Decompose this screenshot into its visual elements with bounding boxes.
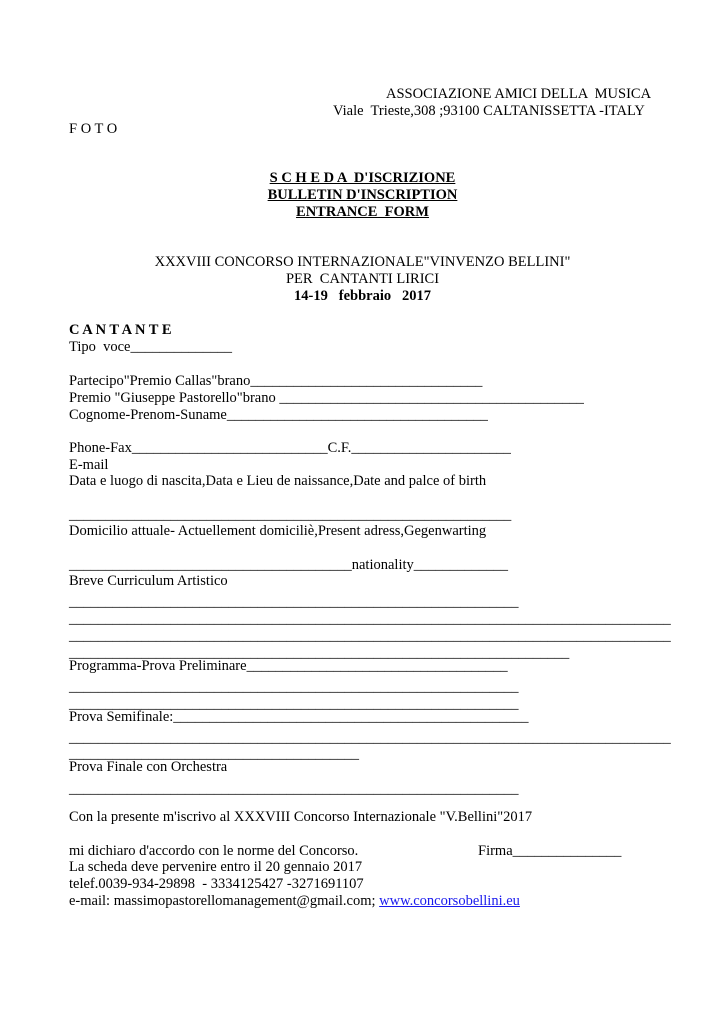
field-semifinale[interactable]: Prova Semifinale:_________________________________________________: [69, 709, 529, 725]
section-cantante: C A N T A N T E: [69, 322, 172, 338]
field-email-label: E-mail: [69, 457, 109, 473]
curriculum-line[interactable]: _____________________________________________________________________: [69, 645, 570, 661]
norme-text: mi dichiaro d'accordo con le norme del Concorso.: [69, 843, 359, 859]
preliminare-line[interactable]: ______________________________________________________________: [69, 679, 519, 695]
website-link[interactable]: www.concorsobellini.eu: [379, 893, 520, 909]
curriculum-line[interactable]: ___________________________________________________________________________________: [69, 628, 671, 644]
semifinale-line[interactable]: ________________________________________: [69, 746, 359, 762]
field-tipo-voce[interactable]: Tipo voce______________: [69, 339, 232, 355]
field-preliminare[interactable]: Programma-Prova Preliminare____________________________________: [69, 658, 508, 674]
contest-name: XXXVIII CONCORSO INTERNAZIONALE"VINVENZO BELLINI": [154, 254, 571, 270]
field-birth-line[interactable]: _____________________________________________________________: [69, 507, 512, 523]
form-title-en: ENTRANCE FORM: [296, 204, 429, 220]
field-premio-pastorello[interactable]: Premio "Giuseppe Pastorello"brano __________________________________________: [69, 390, 584, 406]
curriculum-line[interactable]: ___________________________________________________________________________________: [69, 611, 671, 627]
phone-numbers: telef.0039-934-29898 - 3334125427 -3271691107: [69, 876, 364, 892]
contact-email: [69, 893, 520, 910]
semifinale-line[interactable]: ___________________________________________________________________________________: [69, 730, 671, 746]
curriculum-line[interactable]: ______________________________________________________________: [69, 594, 519, 610]
field-cognome[interactable]: Cognome-Prenom-Suname____________________________________: [69, 407, 488, 423]
field-curriculum-label: Breve Curriculum Artistico: [69, 573, 228, 589]
field-phone-cf[interactable]: Phone-Fax___________________________C.F.______________________: [69, 440, 511, 456]
email-text: e-mail: massimopastorellomanagement@gmail.com;: [69, 893, 380, 909]
deadline-text: La scheda deve pervenire entro il 20 gennaio 2017: [69, 859, 363, 875]
form-title-fr: BULLETIN D'INSCRIPTION: [267, 187, 458, 203]
contest-category: PER CANTANTI LIRICI: [285, 271, 440, 287]
declaration-text: Con la presente m'iscrivo al XXXVIII Concorso Internazionale "V.Bellini"2017: [69, 809, 533, 825]
form-title-it: S C H E D A D'ISCRIZIONE: [269, 170, 456, 186]
finale-line[interactable]: ______________________________________________________________: [69, 781, 519, 797]
field-premio-callas[interactable]: Partecipo"Premio Callas"brano________________________________: [69, 373, 483, 389]
preliminare-line[interactable]: ______________________________________________________________: [69, 696, 519, 712]
org-address: Viale Trieste,308 ;93100 CALTANISSETTA -ITALY: [333, 103, 645, 119]
field-nationality[interactable]: _______________________________________nationality_____________: [69, 557, 509, 573]
field-finale-label: Prova Finale con Orchestra: [69, 759, 228, 775]
signature-field[interactable]: Firma_______________: [478, 843, 622, 859]
photo-label: F O T O: [69, 121, 118, 137]
field-birth-label: Data e luogo di nascita,Data e Lieu de naissance,Date and palce of birth: [69, 473, 487, 489]
field-domicilio-label: Domicilio attuale- Actuellement domiciliè,Present adress,Gegenwarting: [69, 523, 487, 539]
org-name: ASSOCIAZIONE AMICI DELLA MUSICA: [386, 86, 652, 102]
contest-dates: 14-19 febbraio 2017: [294, 288, 431, 304]
